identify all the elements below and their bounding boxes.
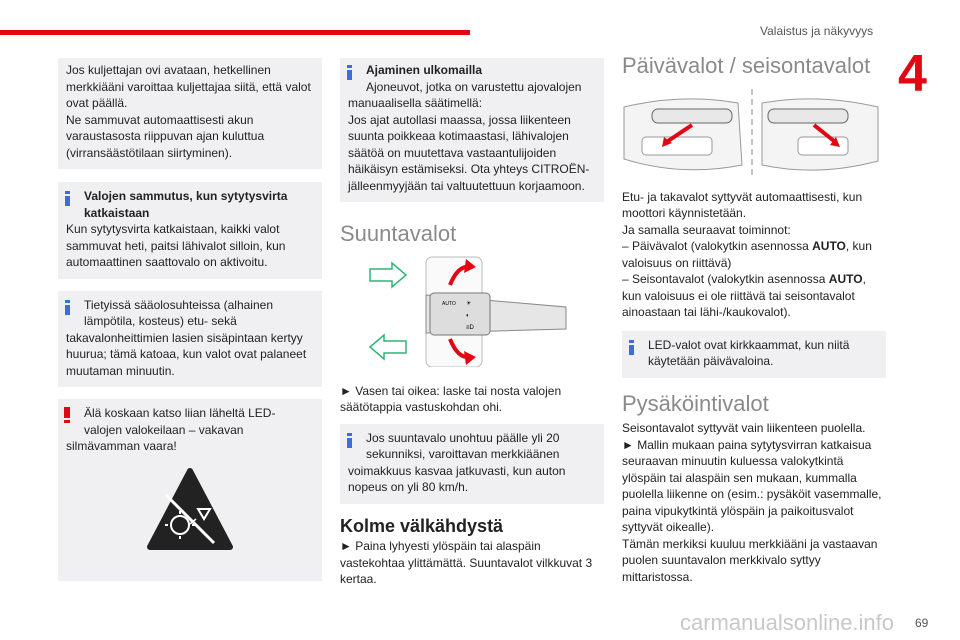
text-line: jälleenmyyjään tai valtuutettuun korjaamoon. bbox=[348, 178, 585, 193]
text-line: takavalonheittimien lasien sisäpintaan kertyy bbox=[66, 330, 303, 345]
running-header: Valaistus ja näkyvyys bbox=[760, 24, 874, 38]
text-line: Ne sammuvat automaattisesti akun bbox=[66, 112, 254, 127]
section-title-daytime-lights: Päivävalot / seisontavalot bbox=[622, 53, 871, 78]
text-line: Kun sytytysvirta katkaistaan, kaikki valot bbox=[66, 222, 280, 236]
column-2 bbox=[340, 58, 604, 588]
text-line: sammuvat heti, paitsi lähivalot silloin, kun bbox=[66, 238, 286, 253]
text-line: automaattinen saattovalo on aktivoitu. bbox=[66, 255, 268, 269]
text-line: muutaman minuutin. bbox=[66, 363, 175, 378]
chapter-number: 4 bbox=[898, 45, 927, 103]
info-icon bbox=[347, 65, 352, 79]
text-line: lämpötila, kosteus) etu- sekä bbox=[84, 314, 237, 328]
header-red-bar bbox=[0, 30, 470, 35]
text-line: Jos kuljettajan ovi avataan, hetkellinen bbox=[66, 63, 271, 77]
section-title-parking-lights: Pysäköintivalot bbox=[622, 390, 769, 416]
text-line: paina vipukytkintä ylöspäin ja paikoitusvalot bbox=[622, 503, 854, 518]
info-box-condensation bbox=[58, 291, 322, 388]
text-line: ylöspäin tai alaspäin sen mukaan, kummalla bbox=[622, 470, 857, 485]
instruction-block bbox=[340, 383, 604, 416]
text-line: – Seisontavalot (valokytkin asennossa AUTO, bbox=[622, 272, 866, 286]
text-line: seuraavan minuutin kuluessa valokytkintä bbox=[622, 454, 844, 468]
info-box-indicator-reminder bbox=[340, 424, 604, 504]
text-line: sekunniksi, varoittavan merkkiäänen bbox=[366, 447, 560, 461]
text-line: säätötappia vastuskohdan ohi. bbox=[340, 400, 503, 414]
box-title: katkaistaan bbox=[84, 205, 150, 220]
text-line: Ajoneuvot, jotka on varustettu ajovalojen bbox=[366, 79, 582, 94]
info-icon bbox=[65, 191, 70, 205]
column-3 bbox=[622, 53, 886, 585]
text-line: – Päivävalot (valokytkin asennossa AUTO, kun bbox=[622, 239, 872, 253]
info-icon bbox=[629, 340, 634, 354]
page-number: 69 bbox=[915, 616, 929, 630]
note-box-door-open bbox=[58, 58, 322, 169]
text-line: Etu- ja takavalot syttyvät automaattisesti, kun bbox=[622, 189, 863, 204]
text-line: kun valoisuus ei ole riittävä tai seisontavalot bbox=[622, 288, 855, 303]
box-title: Ajaminen ulkomailla bbox=[366, 63, 483, 77]
text-line: Älä koskaan katso liian läheltä LED- bbox=[84, 406, 276, 420]
text-line: mittaristossa. bbox=[622, 569, 693, 584]
parking-lights-text bbox=[622, 420, 886, 585]
box-title: Valojen sammutus, kun sytytysvirta bbox=[84, 189, 288, 203]
text-line: nopeus on yli 80 km/h. bbox=[348, 480, 469, 494]
column-1 bbox=[58, 58, 322, 591]
switch-label: AUTO bbox=[442, 300, 456, 307]
text-line: käytetään päivävaloina. bbox=[648, 354, 774, 368]
section-title-direction-indicators: Suuntavalot bbox=[340, 221, 457, 246]
text-line: Jos suuntavalo unohtuu päälle yli 20 bbox=[366, 430, 560, 445]
text-line: suunta poikkeaa kotimaastasi, lähivalojen bbox=[348, 129, 569, 143]
switch-label: ≡D bbox=[466, 324, 474, 331]
text-line: Tietyissä sääolosuhteissa (alhainen bbox=[84, 297, 273, 312]
three-flashes-text bbox=[340, 538, 604, 588]
info-box-lights-off bbox=[58, 182, 322, 279]
warning-box-led bbox=[58, 399, 322, 581]
text-line: häikäisyn estämiseksi. Ota yhteys CITROËN- bbox=[348, 162, 590, 176]
sub-title-three-flashes: Kolme välkähdystä bbox=[340, 515, 504, 536]
daytime-lights-text bbox=[622, 189, 886, 321]
text-line: ► Paina lyhyesti ylöspäin tai alaspäin bbox=[340, 539, 541, 553]
daytime-lights-illustration bbox=[622, 89, 884, 179]
text-line: ► Mallin mukaan paina sytytysvirran katkaisua bbox=[622, 437, 872, 452]
text-line: silmävamman vaara! bbox=[66, 439, 177, 453]
watermark: carmanualsonline.info bbox=[680, 610, 895, 635]
text-line: puolella liikenne on (esim.: pysäköit vasemmalle, bbox=[622, 487, 882, 501]
switch-label: ◐ bbox=[466, 312, 470, 319]
text-line: varaustasosta riippuvan ajan kuluttua bbox=[66, 129, 265, 143]
text-line: moottori käynnistetään. bbox=[622, 206, 747, 220]
text-line: voimakkuus kasvaa jatkuvasti, kun auton bbox=[348, 463, 566, 478]
text-line: Jos ajat autollasi maassa, jossa liikenteen bbox=[348, 112, 571, 127]
text-line: manuaalisella säätimellä: bbox=[348, 96, 483, 110]
text-line: (virransäästötilaan siirtyminen). bbox=[66, 145, 233, 160]
text-line: valojen valokeilaan – vakavan bbox=[84, 422, 244, 437]
text-line: huurua; tämä katoaa, kun valot ovat palaneet bbox=[66, 347, 307, 361]
info-icon bbox=[347, 433, 352, 447]
info-icon bbox=[65, 300, 70, 314]
text-line: ovat päällä. bbox=[66, 96, 128, 110]
text-line: Tämän merkiksi kuuluu merkkiääni ja vastaavan bbox=[622, 536, 878, 551]
switch-label: ☀ bbox=[466, 300, 472, 307]
text-line: ainoastaan tai lähi-/kaukovalot). bbox=[622, 305, 791, 319]
indicator-stalk-illustration bbox=[366, 255, 586, 367]
text-line: ► Vasen tai oikea: laske tai nosta valojen bbox=[340, 383, 562, 398]
text-line: LED-valot ovat kirkkaammat, kun niitä bbox=[648, 337, 850, 352]
text-line: merkkiääni varoittaa kuljettajaa siitä, että valot bbox=[66, 79, 311, 94]
text-line: Ja samalla seuraavat toiminnot: bbox=[622, 222, 791, 237]
text-line: kertaa. bbox=[340, 572, 377, 586]
text-line: säätöä on muutettava vastaantulijoiden bbox=[348, 145, 557, 160]
led-eye-warning-icon bbox=[146, 467, 234, 555]
text-line: vastekohtaa ylittämättä. Suuntavalot vilkkuvat 3 bbox=[340, 555, 593, 570]
text-line: valoisuus on riittävä) bbox=[622, 255, 732, 270]
warning-icon bbox=[64, 407, 70, 423]
info-box-abroad bbox=[340, 58, 604, 202]
text-line: puolen suuntavalon merkkivalo syttyy bbox=[622, 553, 821, 567]
text-line: Seisontavalot syttyvät vain liikenteen puolella. bbox=[622, 421, 866, 435]
info-box-led-brighter bbox=[622, 331, 886, 378]
text-line: syttyvät oikealle). bbox=[622, 520, 715, 534]
